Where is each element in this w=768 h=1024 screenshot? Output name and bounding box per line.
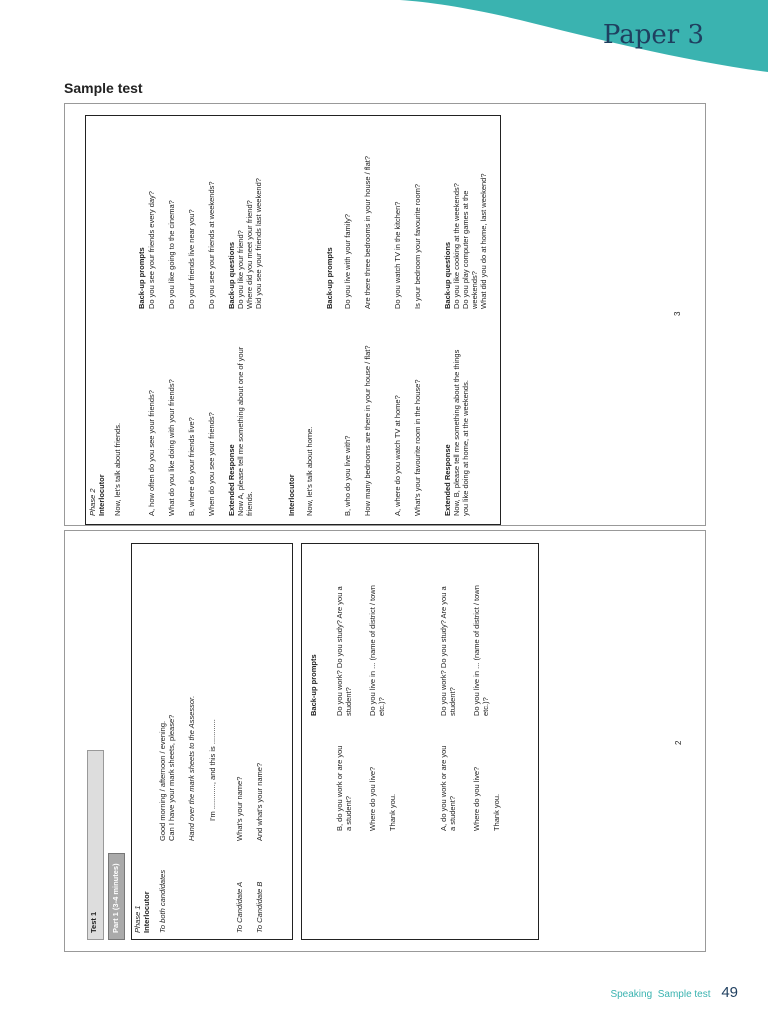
bq-friends-2: Where did you meet your friend? (245, 200, 254, 309)
a-backup-work: Do you work? Do you study? Are you a student? (439, 586, 457, 716)
backup-questions-heading: Back-up questions (227, 241, 236, 309)
greeting: Good morning / afternoon / evening. (158, 720, 167, 841)
interlocutor-label: Interlocutor (97, 474, 106, 516)
bp-near: Do your friends live near you? (187, 209, 196, 309)
bp-weekends: Do you see your friends at weekends? (207, 181, 216, 309)
page-number-3: 3 (673, 311, 682, 316)
bq-friends-1: Do you like your friend? (236, 230, 245, 309)
a-backup-live: Do you live in ... (name of district / town etc.)? (472, 585, 490, 716)
extended-home: Now, B, please tell me something about the things you like doing at home, at the weekends. (452, 349, 470, 516)
bp-every-day: Do you see your friends every day? (147, 191, 156, 309)
intro-home: Now, let's talk about home. (305, 426, 314, 516)
test-label: Test 1 (89, 911, 98, 933)
bp-cinema: Do you like going to the cinema? (167, 200, 176, 309)
q-b-home: B, who do you live with? (343, 435, 352, 516)
introduction-line: I'm ............, and this is ............ (208, 719, 217, 821)
b-thanks: Thank you. (388, 793, 397, 831)
footer-subsection: Sample test (657, 989, 711, 1000)
b-work-question: B, do you work or are you a student? (335, 745, 353, 831)
q-doing-friends: What do you like doing with your friends? (167, 379, 176, 516)
page-phase-2 (64, 103, 706, 526)
q-bedrooms: How many bedrooms are there in your house / flat? (363, 345, 372, 516)
intro-friends: Now, let's talk about friends. (113, 422, 122, 516)
footer-page-number: 49 (721, 984, 738, 1001)
backup-prompts-heading: Back-up prompts (309, 654, 318, 716)
page-phase-1 (64, 530, 706, 952)
q-a-tv: A, where do you watch TV at home? (393, 395, 402, 516)
a-live-question: Where do you live? (472, 766, 481, 831)
footer (610, 984, 738, 1001)
part-label: Part 1 (3-4 minutes) (111, 863, 120, 933)
extended-friends: Now A, please tell me something about one of your friends. (236, 346, 254, 516)
bq-home-3: What did you do at home, last weekend? (479, 173, 488, 309)
bp-three-bedrooms: Are there three bedrooms in your house / flat? (363, 155, 372, 309)
q-when-friends: When do you see your friends? (207, 412, 216, 516)
q-b-friends: B, where do your friends live? (187, 417, 196, 516)
interlocutor-label: Interlocutor (142, 891, 151, 933)
q-favourite-room: What's your favourite room in the house? (413, 379, 422, 516)
bp-family: Do you live with your family? (343, 213, 352, 309)
paper-title: Paper 3 (602, 20, 704, 50)
to-candidate-a: To Candidate A (235, 881, 244, 933)
extended-heading-2: Extended Response (443, 444, 452, 516)
interlocutor-label-2: Interlocutor (287, 474, 296, 516)
phase-label: Phase 2 (88, 488, 97, 516)
bq-home-2: Do you play computer games at the weekends? (461, 190, 479, 309)
bq-home-1: Do you like cooking at the weekends? (452, 183, 461, 309)
page-number-2: 2 (674, 740, 683, 745)
mark-sheets: Can I have your mark sheets, please? (167, 714, 176, 841)
and-whats-your-name: And what's your name? (255, 762, 264, 841)
section-title: Sample test (64, 80, 143, 96)
to-candidate-b: To Candidate B (255, 881, 264, 933)
bp-bedroom: Is your bedroom your favourite room? (413, 183, 422, 309)
whats-your-name: What's your name? (235, 776, 244, 841)
phase-label: Phase 1 (133, 905, 142, 933)
a-thanks: Thank you. (492, 793, 501, 831)
footer-section: Speaking (610, 989, 653, 1000)
b-backup-work: Do you work? Do you study? Are you a student? (335, 586, 353, 716)
b-backup-live: Do you live in ... (name of district / town etc.)? (368, 585, 386, 716)
extended-heading: Extended Response (227, 444, 236, 516)
backup-questions-heading-2: Back-up questions (443, 241, 452, 309)
q-a-friends: A, how often do you see your friends? (147, 390, 156, 516)
a-work-question: A, do you work or are you a student? (439, 745, 457, 831)
to-both-label: To both candidates (158, 869, 167, 933)
bp-kitchen: Do you watch TV in the kitchen? (393, 201, 402, 309)
b-live-question: Where do you live? (368, 766, 377, 831)
backup-prompts-heading-2: Back-up prompts (325, 247, 334, 309)
hand-over-instruction: Hand over the mark sheets to the Assessor. (187, 695, 196, 841)
backup-prompts-heading: Back-up prompts (137, 247, 146, 309)
bq-friends-3: Did you see your friends last weekend? (254, 178, 263, 309)
